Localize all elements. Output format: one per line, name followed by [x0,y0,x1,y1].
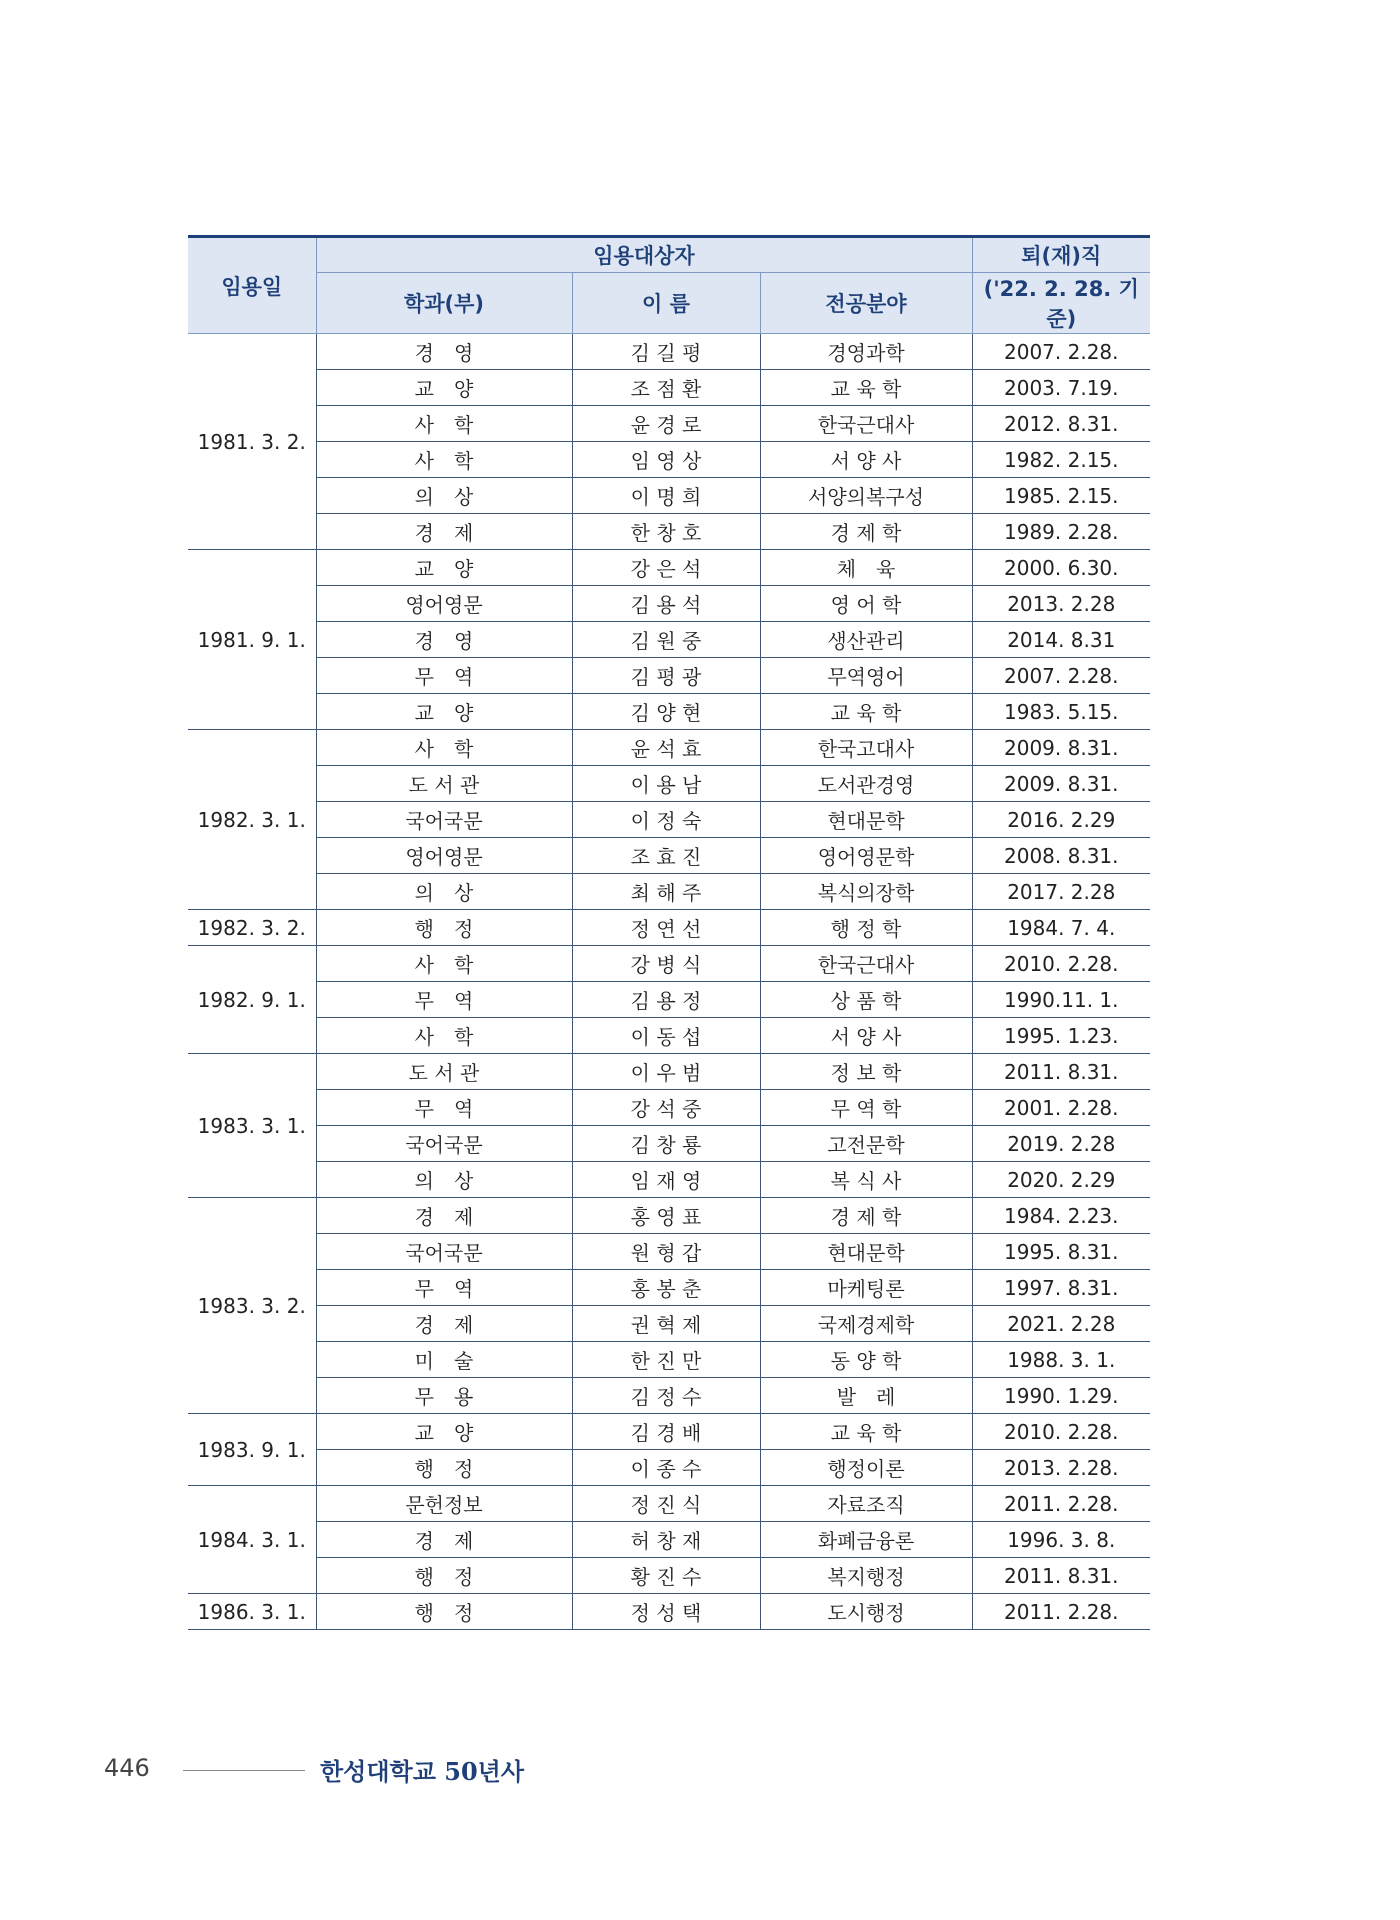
name-cell: 이 용 남 [572,766,760,802]
field-cell: 서 양 사 [760,1018,972,1054]
footer-divider [183,1770,305,1771]
field-cell: 경 제 학 [760,1198,972,1234]
name-cell: 정 성 택 [572,1594,760,1630]
name-cell: 홍 봉 춘 [572,1270,760,1306]
field-cell: 서 양 사 [760,442,972,478]
table-row [188,1342,1150,1378]
table-row [188,586,1150,622]
field-cell: 현대문학 [760,802,972,838]
table-row [188,1594,1150,1630]
department-cell: 무 역 [316,1090,572,1126]
retire-date-cell: 2020. 2.29 [972,1162,1150,1198]
retire-date-cell: 2013. 2.28. [972,1450,1150,1486]
table-row [188,514,1150,550]
name-cell: 홍 영 표 [572,1198,760,1234]
name-cell: 김 양 현 [572,694,760,730]
retire-date-cell: 2021. 2.28 [972,1306,1150,1342]
department-cell: 교 양 [316,370,572,406]
retire-date-cell: 1982. 2.15. [972,442,1150,478]
field-cell: 마케팅론 [760,1270,972,1306]
header-field: 전공분야 [760,273,972,334]
field-cell: 화폐금융론 [760,1522,972,1558]
appointment-date: 1982. 3. 2. [188,910,316,946]
appointment-date: 1981. 9. 1. [188,550,316,730]
department-cell: 도 서 관 [316,1054,572,1090]
header-department: 학과(부) [316,273,572,334]
name-cell: 이 동 섭 [572,1018,760,1054]
field-cell: 교 육 학 [760,694,972,730]
retire-date-cell: 2003. 7.19. [972,370,1150,406]
table-row [188,910,1150,946]
name-cell: 최 해 주 [572,874,760,910]
retire-date-cell: 1997. 8.31. [972,1270,1150,1306]
name-cell: 황 진 수 [572,1558,760,1594]
name-cell: 임 영 상 [572,442,760,478]
name-cell: 강 병 식 [572,946,760,982]
table-row [188,370,1150,406]
department-cell: 교 양 [316,694,572,730]
retire-date-cell: 2009. 8.31. [972,730,1150,766]
department-cell: 의 상 [316,1162,572,1198]
name-cell: 조 점 환 [572,370,760,406]
field-cell: 한국고대사 [760,730,972,766]
name-cell: 김 용 정 [572,982,760,1018]
field-cell: 현대문학 [760,1234,972,1270]
name-cell: 원 형 갑 [572,1234,760,1270]
retire-date-cell: 1983. 5.15. [972,694,1150,730]
name-cell: 정 진 식 [572,1486,760,1522]
table-row [188,838,1150,874]
name-cell: 김 원 중 [572,622,760,658]
department-cell: 교 양 [316,1414,572,1450]
field-cell: 교 육 학 [760,1414,972,1450]
retire-date-cell: 1984. 7. 4. [972,910,1150,946]
appointment-date: 1981. 3. 2. [188,334,316,550]
field-cell: 자료조직 [760,1486,972,1522]
retire-date-cell: 2012. 8.31. [972,406,1150,442]
appointment-date: 1982. 9. 1. [188,946,316,1054]
field-cell: 상 품 학 [760,982,972,1018]
table-row [188,946,1150,982]
department-cell: 무 용 [316,1378,572,1414]
table-row [188,766,1150,802]
table-row [188,1198,1150,1234]
table-row [188,1126,1150,1162]
retire-date-cell: 2009. 8.31. [972,766,1150,802]
table-row [188,1306,1150,1342]
department-cell: 사 학 [316,946,572,982]
department-cell: 의 상 [316,874,572,910]
appointment-date: 1982. 3. 1. [188,730,316,910]
table-row [188,1378,1150,1414]
table-row [188,1522,1150,1558]
field-cell: 국제경제학 [760,1306,972,1342]
field-cell: 한국근대사 [760,406,972,442]
department-cell: 도 서 관 [316,766,572,802]
field-cell: 복 식 사 [760,1162,972,1198]
table-row [188,982,1150,1018]
name-cell: 이 종 수 [572,1450,760,1486]
appointment-date: 1984. 3. 1. [188,1486,316,1594]
field-cell: 서양의복구성 [760,478,972,514]
retire-date-cell: 2007. 2.28. [972,658,1150,694]
retire-date-cell: 2016. 2.29 [972,802,1150,838]
name-cell: 권 혁 제 [572,1306,760,1342]
retire-date-cell: 2000. 6.30. [972,550,1150,586]
department-cell: 행 정 [316,910,572,946]
table-row [188,1162,1150,1198]
name-cell: 윤 석 효 [572,730,760,766]
field-cell: 도서관경영 [760,766,972,802]
field-cell: 영어영문학 [760,838,972,874]
header-name: 이 름 [572,273,760,334]
field-cell: 복지행정 [760,1558,972,1594]
field-cell: 생산관리 [760,622,972,658]
department-cell: 경 제 [316,1306,572,1342]
department-cell: 미 술 [316,1342,572,1378]
name-cell: 이 우 범 [572,1054,760,1090]
header-retire-line2: ('22. 2. 28. 기준) [972,273,1150,334]
department-cell: 사 학 [316,1018,572,1054]
table-row [188,1090,1150,1126]
name-cell: 김 정 수 [572,1378,760,1414]
appointment-table [188,235,1150,1630]
header-retire-line1: 퇴(재)직 [972,237,1150,273]
retire-date-cell: 2017. 2.28 [972,874,1150,910]
retire-date-cell: 2010. 2.28. [972,946,1150,982]
field-cell: 도시행정 [760,1594,972,1630]
field-cell: 복식의장학 [760,874,972,910]
table-row [188,1486,1150,1522]
field-cell: 동 양 학 [760,1342,972,1378]
department-cell: 사 학 [316,442,572,478]
table-header [188,237,1150,334]
book-title: 한성대학교 50년사 [320,1757,525,1786]
department-cell: 문헌정보 [316,1486,572,1522]
appointment-date: 1983. 3. 1. [188,1054,316,1198]
department-cell: 무 역 [316,658,572,694]
retire-date-cell: 1985. 2.15. [972,478,1150,514]
field-cell: 발 레 [760,1378,972,1414]
table-row [188,442,1150,478]
name-cell: 김 경 배 [572,1414,760,1450]
name-cell: 정 연 선 [572,910,760,946]
table-row [188,1558,1150,1594]
table-row [188,1270,1150,1306]
department-cell: 경 영 [316,622,572,658]
retire-date-cell: 1984. 2.23. [972,1198,1150,1234]
department-cell: 행 정 [316,1450,572,1486]
table-row [188,1234,1150,1270]
name-cell: 이 정 숙 [572,802,760,838]
table-row [188,694,1150,730]
department-cell: 의 상 [316,478,572,514]
name-cell: 김 길 평 [572,334,760,370]
field-cell: 행 정 학 [760,910,972,946]
field-cell: 행정이론 [760,1450,972,1486]
retire-date-cell: 2008. 8.31. [972,838,1150,874]
field-cell: 한국근대사 [760,946,972,982]
page-number: 446 [104,1754,150,1782]
table-row [188,874,1150,910]
name-cell: 허 창 재 [572,1522,760,1558]
name-cell: 강 은 석 [572,550,760,586]
retire-date-cell: 1989. 2.28. [972,514,1150,550]
retire-date-cell: 2019. 2.28 [972,1126,1150,1162]
name-cell: 임 재 영 [572,1162,760,1198]
retire-date-cell: 1988. 3. 1. [972,1342,1150,1378]
field-cell: 고전문학 [760,1126,972,1162]
field-cell: 영 어 학 [760,586,972,622]
retire-date-cell: 2010. 2.28. [972,1414,1150,1450]
name-cell: 이 명 희 [572,478,760,514]
name-cell: 김 창 룡 [572,1126,760,1162]
header-date: 임용일 [188,237,316,334]
name-cell: 김 평 광 [572,658,760,694]
department-cell: 사 학 [316,406,572,442]
department-cell: 경 영 [316,334,572,370]
retire-date-cell: 2011. 2.28. [972,1594,1150,1630]
table-row [188,802,1150,838]
retire-date-cell: 2011. 8.31. [972,1558,1150,1594]
department-cell: 행 정 [316,1594,572,1630]
field-cell: 정 보 학 [760,1054,972,1090]
appointment-date: 1983. 3. 2. [188,1198,316,1414]
retire-date-cell: 2011. 8.31. [972,1054,1150,1090]
name-cell: 김 용 석 [572,586,760,622]
retire-date-cell: 1995. 1.23. [972,1018,1150,1054]
field-cell: 경 제 학 [760,514,972,550]
department-cell: 영어영문 [316,586,572,622]
table-row [188,550,1150,586]
department-cell: 행 정 [316,1558,572,1594]
field-cell: 무 역 학 [760,1090,972,1126]
field-cell: 경영과학 [760,334,972,370]
retire-date-cell: 1990. 1.29. [972,1378,1150,1414]
department-cell: 국어국문 [316,1126,572,1162]
retire-date-cell: 2014. 8.31 [972,622,1150,658]
department-cell: 무 역 [316,982,572,1018]
retire-date-cell: 1995. 8.31. [972,1234,1150,1270]
department-cell: 영어영문 [316,838,572,874]
retire-date-cell: 1996. 3. 8. [972,1522,1150,1558]
appointment-date: 1983. 9. 1. [188,1414,316,1486]
retire-date-cell: 2011. 2.28. [972,1486,1150,1522]
table-row [188,658,1150,694]
department-cell: 경 제 [316,514,572,550]
department-cell: 교 양 [316,550,572,586]
appointment-date: 1986. 3. 1. [188,1594,316,1630]
retire-date-cell: 2007. 2.28. [972,334,1150,370]
department-cell: 사 학 [316,730,572,766]
field-cell: 체 육 [760,550,972,586]
field-cell: 교 육 학 [760,370,972,406]
department-cell: 국어국문 [316,1234,572,1270]
table-body [188,334,1150,1630]
table-row [188,730,1150,766]
retire-date-cell: 2013. 2.28 [972,586,1150,622]
header-appointees: 임용대상자 [316,237,972,273]
table-row [188,1450,1150,1486]
retire-date-cell: 2001. 2.28. [972,1090,1150,1126]
table-row [188,406,1150,442]
table-row [188,478,1150,514]
department-cell: 무 역 [316,1270,572,1306]
table-row [188,334,1150,370]
retire-date-cell: 1990.11. 1. [972,982,1150,1018]
table-row [188,1414,1150,1450]
name-cell: 한 창 호 [572,514,760,550]
department-cell: 국어국문 [316,802,572,838]
name-cell: 한 진 만 [572,1342,760,1378]
field-cell: 무역영어 [760,658,972,694]
name-cell: 조 효 진 [572,838,760,874]
table-row [188,1018,1150,1054]
department-cell: 경 제 [316,1198,572,1234]
name-cell: 윤 경 로 [572,406,760,442]
table-row [188,622,1150,658]
table-row [188,1054,1150,1090]
department-cell: 경 제 [316,1522,572,1558]
name-cell: 강 석 중 [572,1090,760,1126]
